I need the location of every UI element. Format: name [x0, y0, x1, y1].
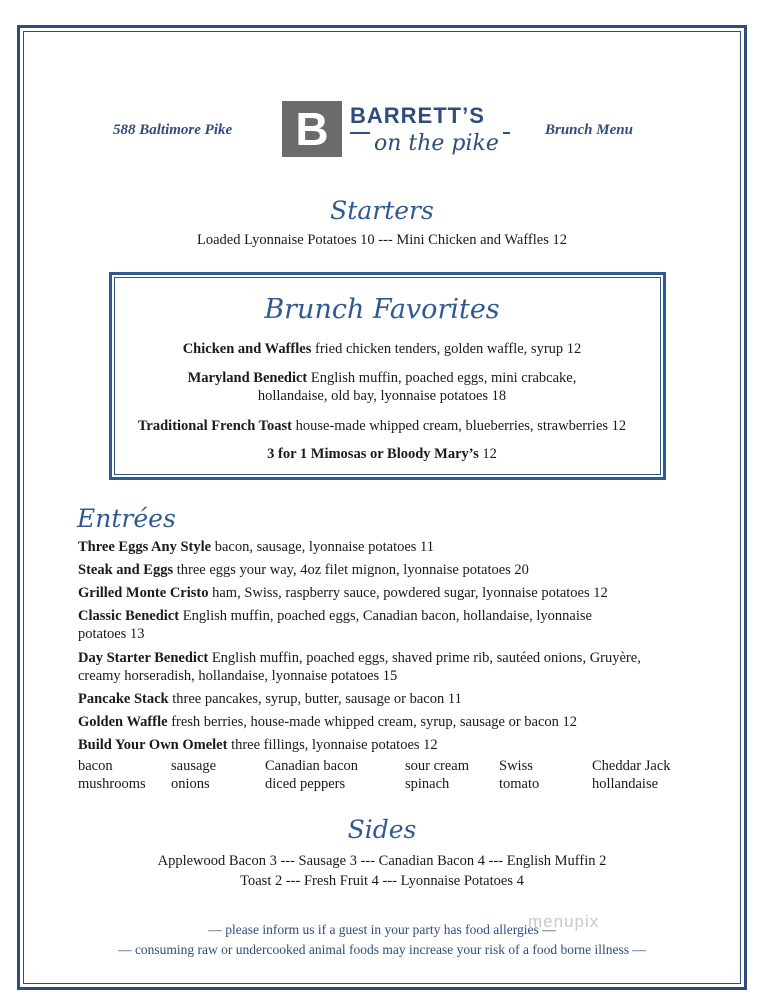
entree-item: [78, 538, 708, 556]
menu-type-label: Brunch Menu: [545, 122, 633, 138]
entree-item-name: Steak and Eggs: [78, 562, 174, 578]
favorite-item: [0, 369, 764, 387]
entree-item-desc: English muffin, poached eggs, shaved prime rib, sautéed onions, Gruyère,: [208, 650, 641, 666]
starters-heading: Starters: [330, 196, 434, 225]
raw-food-warning: — consuming raw or undercooked animal foods may increase your risk of a food borne illness —: [118, 942, 646, 957]
entree-item-continued: creamy horseradish, hollandaise, lyonnaise potatoes 15: [78, 668, 398, 684]
filling-option: Swiss: [499, 758, 533, 774]
menu-header: [0, 98, 764, 160]
filling-option: hollandaise: [592, 776, 659, 792]
entree-item-name: Grilled Monte Cristo: [78, 585, 209, 601]
restaurant-logo: [282, 101, 514, 159]
entree-item-desc: fresh berries, house-made whipped cream, syrup, sausage or bacon 12: [167, 714, 578, 730]
entree-item-desc: three eggs your way, 4oz filet mignon, lyonnaise potatoes 20: [173, 562, 529, 578]
entree-item: [78, 736, 708, 754]
favorite-item-desc: 12: [478, 446, 497, 462]
entree-item-desc: ham, Swiss, raspberry sauce, powdered sugar, lyonnaise potatoes 12: [208, 585, 608, 601]
entree-item-name: Three Eggs Any Style: [78, 539, 212, 555]
favorite-item: [0, 417, 764, 435]
favorites-heading: Brunch Favorites: [264, 294, 500, 325]
entree-item: [78, 713, 708, 731]
entree-item-name: Golden Waffle: [78, 714, 168, 730]
starters-items: Loaded Lyonnaise Potatoes 10 --- Mini Chicken and Waffles 12: [197, 232, 567, 248]
omelet-fillings: [78, 758, 718, 794]
filling-option: sour cream: [405, 758, 470, 774]
filling-option: Cheddar Jack: [592, 758, 671, 774]
entree-item-continued: potatoes 13: [78, 626, 145, 642]
sides-items: Toast 2 --- Fresh Fruit 4 --- Lyonnaise Potatoes 4: [240, 873, 524, 889]
sides-heading: Sides: [347, 815, 417, 844]
fillings-row: [78, 776, 718, 794]
favorite-item: [0, 340, 764, 358]
entree-item-desc: English muffin, poached eggs, Canadian bacon, hollandaise, lyonnaise: [179, 608, 592, 624]
filling-option: sausage: [171, 758, 217, 774]
favorite-item-desc: house-made whipped cream, blueberries, strawberries 12: [291, 418, 627, 434]
favorite-item-name: Maryland Benedict: [187, 370, 308, 386]
filling-option: mushrooms: [78, 776, 146, 792]
filling-option: diced peppers: [265, 776, 346, 792]
entree-item-name: Classic Benedict: [78, 608, 180, 624]
entree-item-desc: bacon, sausage, lyonnaise potatoes 11: [211, 539, 435, 555]
logo-name: BARRETT’S: [350, 103, 485, 128]
favorite-item: [0, 445, 764, 463]
filling-option: tomato: [499, 776, 540, 792]
entree-item: [78, 649, 708, 667]
filling-option: spinach: [405, 776, 450, 792]
entrees-heading: Entrées: [77, 504, 176, 533]
filling-option: Canadian bacon: [265, 758, 359, 774]
entree-item: [78, 584, 708, 602]
favorite-item-continued: hollandaise, old bay, lyonnaise potatoes 18: [257, 388, 507, 404]
favorite-item-name: Traditional French Toast: [137, 418, 292, 434]
allergy-notice: — please inform us if a guest in your party has food allergies —: [208, 922, 556, 937]
entree-item-name: Day Starter Benedict: [78, 650, 209, 666]
entree-item-name: Build Your Own Omelet: [78, 737, 228, 753]
filling-option: bacon: [78, 758, 113, 774]
filling-option: onions: [171, 776, 210, 792]
fillings-row: [78, 758, 718, 776]
watermark: menupix: [528, 912, 600, 931]
entree-item-desc: three fillings, lyonnaise potatoes 12: [227, 737, 438, 753]
favorite-item-desc: fried chicken tenders, golden waffle, syrup 12: [311, 341, 582, 357]
sides-items: Applewood Bacon 3 --- Sausage 3 --- Canadian Bacon 4 --- English Muffin 2: [157, 853, 607, 869]
entree-item: [78, 690, 708, 708]
entree-item: [78, 561, 708, 579]
favorite-item-name: 3 for 1 Mimosas or Bloody Mary’s: [267, 446, 479, 462]
favorite-item-desc: English muffin, poached eggs, mini crabcake,: [307, 370, 577, 386]
favorite-item-name: Chicken and Waffles: [182, 341, 312, 357]
entree-item-name: Pancake Stack: [78, 691, 169, 707]
restaurant-address: 588 Baltimore Pike: [113, 122, 233, 138]
logo-subtitle: on the pike: [370, 131, 503, 156]
logo-letter-block: B: [282, 101, 342, 157]
entree-item-desc: three pancakes, syrup, butter, sausage or bacon 11: [168, 691, 462, 707]
entree-item: [78, 607, 708, 625]
